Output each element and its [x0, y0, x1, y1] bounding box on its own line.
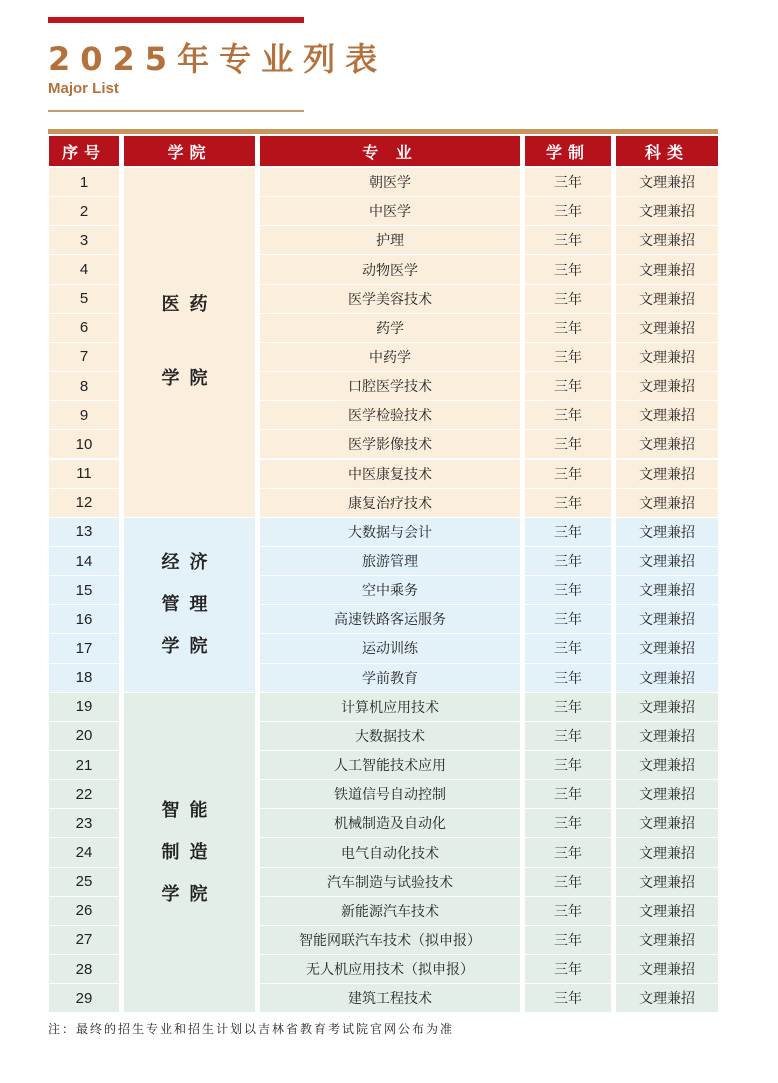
row-number: 12: [49, 489, 119, 517]
column-header-category: 科类: [616, 136, 718, 166]
row-number: 19: [49, 693, 119, 721]
study-years: 三年: [525, 984, 611, 1012]
major-name: 运动训练: [260, 634, 520, 662]
major-name: 医学影像技术: [260, 430, 520, 458]
major-name: 动物医学: [260, 255, 520, 283]
major-name: 中药学: [260, 343, 520, 371]
row-number: 13: [49, 518, 119, 546]
study-years: 三年: [525, 664, 611, 692]
major-name: 大数据技术: [260, 722, 520, 750]
study-years: 三年: [525, 168, 611, 196]
study-years: 三年: [525, 605, 611, 633]
college-name-line: 智能: [161, 799, 218, 821]
row-number: 24: [49, 838, 119, 866]
admission-category: 文理兼招: [616, 955, 718, 983]
study-years: 三年: [525, 518, 611, 546]
row-number: 21: [49, 751, 119, 779]
admission-category: 文理兼招: [616, 634, 718, 662]
study-years: 三年: [525, 751, 611, 779]
row-number: 7: [49, 343, 119, 371]
study-years: 三年: [525, 372, 611, 400]
major-name: 机械制造及自动化: [260, 809, 520, 837]
admission-category: 文理兼招: [616, 780, 718, 808]
row-number: 5: [49, 285, 119, 313]
admission-category: 文理兼招: [616, 372, 718, 400]
admission-category: 文理兼招: [616, 926, 718, 954]
college-name-line: 学院: [161, 635, 218, 657]
admission-category: 文理兼招: [616, 809, 718, 837]
admission-category: 文理兼招: [616, 751, 718, 779]
study-years: 三年: [525, 255, 611, 283]
column-header-no: 序号: [49, 136, 119, 166]
study-years: 三年: [525, 547, 611, 575]
study-years: 三年: [525, 430, 611, 458]
admission-category: 文理兼招: [616, 401, 718, 429]
admission-category: 文理兼招: [616, 897, 718, 925]
row-number: 28: [49, 955, 119, 983]
admission-category: 文理兼招: [616, 693, 718, 721]
college-name-line: 制造: [161, 841, 218, 863]
admission-category: 文理兼招: [616, 664, 718, 692]
row-number: 1: [49, 168, 119, 196]
page-subtitle: Major List: [48, 80, 119, 97]
college-name-line: 经济: [161, 551, 218, 573]
row-number: 25: [49, 868, 119, 896]
title-accent-bar: [48, 17, 304, 23]
major-name: 医学美容技术: [260, 285, 520, 313]
admission-category: 文理兼招: [616, 343, 718, 371]
row-number: 10: [49, 430, 119, 458]
column-header-college: 学院: [124, 136, 255, 166]
admission-category: 文理兼招: [616, 226, 718, 254]
admission-category: 文理兼招: [616, 518, 718, 546]
admission-category: 文理兼招: [616, 197, 718, 225]
college-name: [124, 168, 255, 517]
study-years: 三年: [525, 897, 611, 925]
study-years: 三年: [525, 722, 611, 750]
row-number: 23: [49, 809, 119, 837]
major-name: 空中乘务: [260, 576, 520, 604]
title-divider: [48, 110, 304, 112]
row-number: 16: [49, 605, 119, 633]
admission-category: 文理兼招: [616, 314, 718, 342]
footnote: 注：最终的招生专业和招生计划以吉林省教育考试院官网公布为准: [48, 1022, 455, 1036]
college-name: [124, 693, 255, 1013]
study-years: 三年: [525, 460, 611, 488]
row-number: 9: [49, 401, 119, 429]
major-name: 铁道信号自动控制: [260, 780, 520, 808]
study-years: 三年: [525, 401, 611, 429]
major-name: 建筑工程技术: [260, 984, 520, 1012]
study-years: 三年: [525, 926, 611, 954]
college-name: [124, 518, 255, 692]
page-title: 2025年专业列表: [48, 40, 388, 78]
college-name-line: 管理: [161, 593, 218, 615]
major-name: 医学检验技术: [260, 401, 520, 429]
row-number: 8: [49, 372, 119, 400]
major-name: 新能源汽车技术: [260, 897, 520, 925]
admission-category: 文理兼招: [616, 605, 718, 633]
admission-category: 文理兼招: [616, 984, 718, 1012]
major-name: 中医学: [260, 197, 520, 225]
row-number: 2: [49, 197, 119, 225]
admission-category: 文理兼招: [616, 168, 718, 196]
row-number: 6: [49, 314, 119, 342]
admission-category: 文理兼招: [616, 868, 718, 896]
admission-category: 文理兼招: [616, 285, 718, 313]
study-years: 三年: [525, 226, 611, 254]
study-years: 三年: [525, 197, 611, 225]
study-years: 三年: [525, 576, 611, 604]
row-number: 17: [49, 634, 119, 662]
row-number: 27: [49, 926, 119, 954]
row-number: 20: [49, 722, 119, 750]
major-name: 计算机应用技术: [260, 693, 520, 721]
major-name: 护理: [260, 226, 520, 254]
college-name-line: 医药: [161, 294, 218, 316]
study-years: 三年: [525, 838, 611, 866]
admission-category: 文理兼招: [616, 460, 718, 488]
study-years: 三年: [525, 314, 611, 342]
row-number: 3: [49, 226, 119, 254]
column-header-major: 专 业: [260, 136, 520, 166]
major-name: 旅游管理: [260, 547, 520, 575]
admission-category: 文理兼招: [616, 430, 718, 458]
major-name: 口腔医学技术: [260, 372, 520, 400]
major-name: 高速铁路客运服务: [260, 605, 520, 633]
study-years: 三年: [525, 343, 611, 371]
study-years: 三年: [525, 693, 611, 721]
table-top-border: [48, 129, 718, 134]
major-name: 电气自动化技术: [260, 838, 520, 866]
major-name: 无人机应用技术（拟申报）: [260, 955, 520, 983]
study-years: 三年: [525, 780, 611, 808]
admission-category: 文理兼招: [616, 255, 718, 283]
row-number: 29: [49, 984, 119, 1012]
row-number: 4: [49, 255, 119, 283]
major-name: 康复治疗技术: [260, 489, 520, 517]
row-number: 22: [49, 780, 119, 808]
major-name: 人工智能技术应用: [260, 751, 520, 779]
admission-category: 文理兼招: [616, 838, 718, 866]
major-name: 汽车制造与试验技术: [260, 868, 520, 896]
college-name-line: 学院: [161, 368, 218, 390]
row-number: 14: [49, 547, 119, 575]
major-name: 中医康复技术: [260, 460, 520, 488]
major-name: 朝医学: [260, 168, 520, 196]
admission-category: 文理兼招: [616, 722, 718, 750]
college-name-line: 学院: [161, 883, 218, 905]
admission-category: 文理兼招: [616, 547, 718, 575]
study-years: 三年: [525, 285, 611, 313]
major-name: 药学: [260, 314, 520, 342]
admission-category: 文理兼招: [616, 489, 718, 517]
study-years: 三年: [525, 489, 611, 517]
row-number: 18: [49, 664, 119, 692]
row-number: 11: [49, 460, 119, 488]
row-number: 15: [49, 576, 119, 604]
row-number: 26: [49, 897, 119, 925]
column-header-years: 学制: [525, 136, 611, 166]
study-years: 三年: [525, 634, 611, 662]
admission-category: 文理兼招: [616, 576, 718, 604]
major-name: 学前教育: [260, 664, 520, 692]
study-years: 三年: [525, 868, 611, 896]
study-years: 三年: [525, 809, 611, 837]
major-name: 大数据与会计: [260, 518, 520, 546]
major-name: 智能网联汽车技术（拟申报）: [260, 926, 520, 954]
study-years: 三年: [525, 955, 611, 983]
